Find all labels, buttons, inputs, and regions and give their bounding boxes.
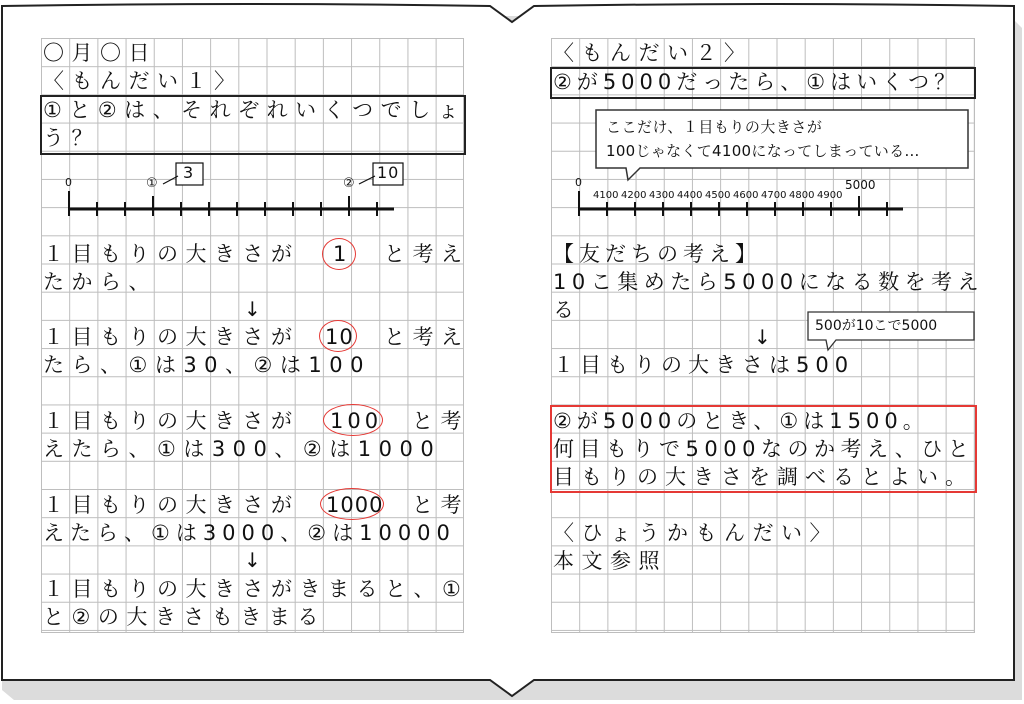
step3-line1: １目もりの大きさが bbox=[43, 409, 300, 433]
explanation-bubble-line2: 100じゃなくて4100になってしまっている… bbox=[606, 142, 920, 160]
step4-line1-post: と考 bbox=[412, 493, 469, 517]
friend-idea-line1: 10こ集めたら5000になる数を考え bbox=[553, 270, 985, 294]
result-line: １目もりの大きさは500 bbox=[553, 353, 855, 377]
arrow-down-2: ↓ bbox=[244, 548, 261, 572]
tick-4400: 4400 bbox=[677, 190, 703, 201]
friend-idea-line2: る bbox=[553, 298, 582, 322]
step1-line2: たから、 bbox=[43, 270, 157, 294]
step4-line2: えたら、①は3000、②は10000 bbox=[43, 521, 456, 545]
note-bubble-text: 500が10こで5000 bbox=[815, 318, 938, 334]
summary-line1: ②が5000のとき、①は1500。 bbox=[553, 409, 929, 433]
step1-circled-value: 1 bbox=[333, 242, 348, 266]
extra-problem-text: 本文参照 bbox=[553, 549, 667, 573]
marker2-label: ② bbox=[343, 176, 355, 191]
marker1-value: 3 bbox=[183, 163, 195, 182]
step1-line1-post: と考え bbox=[384, 242, 470, 266]
arrow-down-3: ↓ bbox=[754, 325, 771, 349]
step3-line2: えたら、①は300、②は1000 bbox=[43, 437, 442, 461]
problem1-question-line1: ①と②は、それぞれいくつでしょ bbox=[43, 98, 467, 122]
conclusion-line1: １目もりの大きさがきまると、① bbox=[43, 577, 469, 601]
tick-4900: 4900 bbox=[817, 190, 843, 201]
left-zero-label: 0 bbox=[65, 176, 72, 189]
step2-line1-post: と考え bbox=[384, 325, 470, 349]
summary-line2: 何目もりで5000なのか考え、ひと bbox=[553, 437, 975, 461]
step2-line2: たら、①は30、②は100 bbox=[43, 353, 371, 377]
explanation-bubble-line1: ここだけ、１目もりの大きさが bbox=[606, 118, 823, 136]
tick-4700: 4700 bbox=[761, 190, 787, 201]
problem1-title: 〈もんだい１〉 bbox=[43, 69, 243, 93]
step1-line1: １目もりの大きさが bbox=[43, 242, 300, 266]
step4-line1: １目もりの大きさが bbox=[43, 493, 300, 517]
tick-4600: 4600 bbox=[733, 190, 759, 201]
date-label: 〇月〇日 bbox=[43, 41, 157, 65]
step2-circled-value: 10 bbox=[325, 325, 354, 349]
step4-circled-value: 1000 bbox=[326, 493, 384, 517]
right-zero-label: 0 bbox=[575, 176, 582, 189]
marker1-label: ① bbox=[146, 176, 158, 191]
tick-5000: 5000 bbox=[845, 178, 876, 192]
problem2-title: 〈もんだい２〉 bbox=[553, 41, 753, 65]
tick-4500: 4500 bbox=[705, 190, 731, 201]
tick-4800: 4800 bbox=[789, 190, 815, 201]
problem2-question: ②が5000だったら、①はいくつ？ bbox=[553, 70, 961, 94]
extra-problem-title: 〈ひょうかもんだい〉 bbox=[553, 521, 838, 545]
step3-line1-post: と考 bbox=[412, 409, 469, 433]
tick-4100: 4100 bbox=[593, 190, 619, 201]
tick-4300: 4300 bbox=[649, 190, 675, 201]
arrow-down-1: ↓ bbox=[244, 297, 261, 321]
tick-4200: 4200 bbox=[621, 190, 647, 201]
conclusion-line2: と②の大きさもきまる bbox=[43, 605, 326, 629]
friend-idea-title: 【友だちの考え】 bbox=[553, 242, 761, 266]
step3-circled-value: 100 bbox=[330, 409, 383, 433]
problem1-question-line2: う？ bbox=[43, 126, 100, 150]
marker2-value: 10 bbox=[377, 163, 400, 182]
summary-line3: 目もりの大きさを調べるとよい。 bbox=[553, 465, 973, 489]
step2-line1: １目もりの大きさが bbox=[43, 325, 300, 349]
